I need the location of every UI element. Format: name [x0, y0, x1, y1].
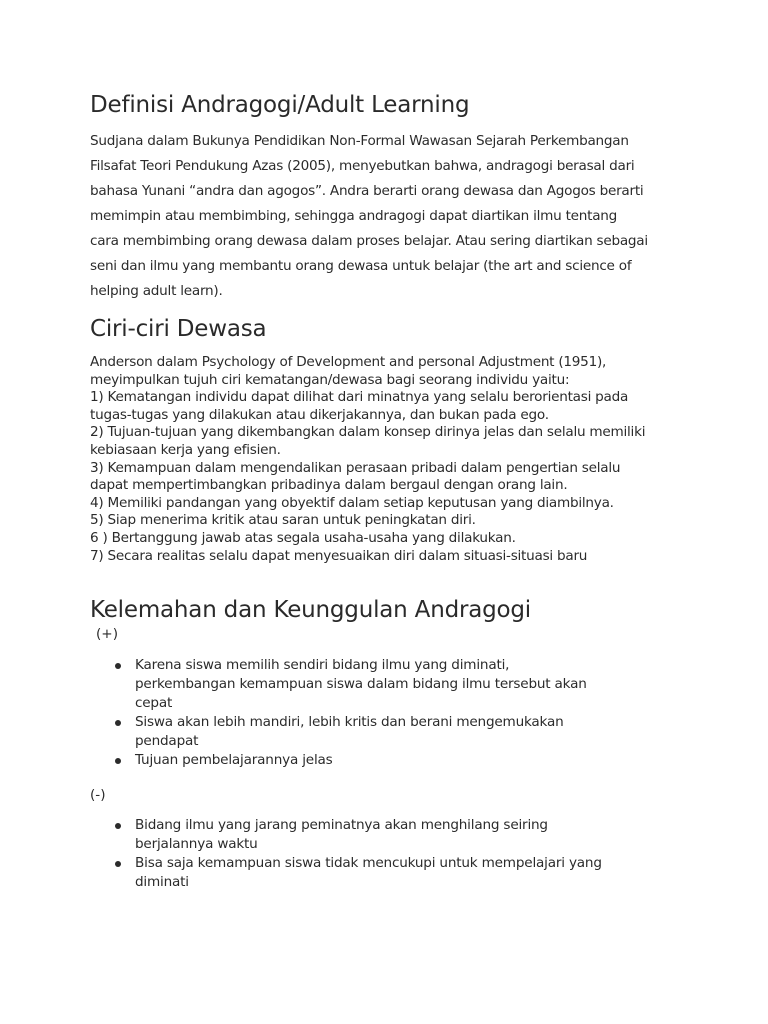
plus-label: (+) — [96, 626, 118, 642]
minus-label: (-) — [90, 787, 106, 803]
heading-kelemahan-keunggulan: Kelemahan dan Keunggulan Andragogi — [90, 597, 531, 623]
bullet-icon — [115, 861, 121, 867]
text-line: Filsafat Teori Pendukung Azas (2005), menyebutkan bahwa, andragogi berasal dari — [90, 158, 635, 174]
text-line: Anderson dalam Psychology of Development and personal Adjustment (1951), — [90, 354, 607, 370]
bullet-icon — [115, 663, 121, 669]
text-line: helping adult learn). — [90, 283, 223, 299]
heading-definisi-andragogi: Definisi Andragogi/Adult Learning — [90, 92, 470, 118]
text-line: 4) Memiliki pandangan yang obyektif dalam setiap keputusan yang diambilnya. — [90, 494, 614, 511]
text-line: Siswa akan lebih mandiri, lebih kritis dan berani mengemukakan — [135, 714, 564, 730]
text-line: meyimpulkan tujuh ciri kematangan/dewasa bagi seorang individu yaitu: — [90, 371, 570, 388]
text-line: Karena siswa memilih sendiri bidang ilmu yang diminati, — [135, 657, 510, 673]
list-item — [114, 656, 674, 713]
list-item — [114, 816, 674, 854]
text-line: Bisa saja kemampuan siswa tidak mencukupi untuk mempelajari yang — [135, 855, 602, 871]
text-line: 1) Kematangan individu dapat dilihat dari minatnya yang selalu berorientasi pada — [90, 389, 629, 406]
heading-ciri-ciri-dewasa: Ciri-ciri Dewasa — [90, 316, 267, 342]
text-line: seni dan ilmu yang membantu orang dewasa untuk belajar (the art and science of — [90, 258, 632, 274]
text-line: tugas-tugas yang dilakukan atau dikerjakannya, dan bukan pada ego. — [90, 406, 549, 423]
paragraph-definisi — [90, 129, 680, 304]
list-item — [114, 854, 674, 892]
list-item — [114, 751, 674, 770]
list-item — [114, 713, 674, 751]
text-line: Bidang ilmu yang jarang peminatnya akan menghilang seiring — [135, 817, 548, 833]
text-line: 3) Kemampuan dalam mengendalikan perasaan pribadi dalam pengertian selalu — [90, 459, 621, 476]
text-line: Sudjana dalam Bukunya Pendidikan Non-Formal Wawasan Sejarah Perkembangan — [90, 133, 629, 149]
text-line: cara membimbing orang dewasa dalam proses belajar. Atau sering diartikan sebagai — [90, 233, 648, 249]
text-line: 2) Tujuan-tujuan yang dikembangkan dalam konsep dirinya jelas dan selalu memiliki — [90, 424, 646, 441]
text-line: kebiasaan kerja yang efisien. — [90, 441, 281, 458]
text-line: dapat mempertimbangkan pribadinya dalam bergaul dengan orang lain. — [90, 477, 568, 494]
text-line: memimpin atau membimbing, sehingga andragogi dapat diartikan ilmu tentang — [90, 208, 618, 224]
advantages-list — [114, 656, 674, 770]
bullet-icon — [115, 758, 121, 764]
paragraph-ciri-ciri — [90, 354, 690, 565]
text-line: 6 ) Bertanggung jawab atas segala usaha-usaha yang dilakukan. — [90, 529, 516, 546]
text-line: pendapat — [135, 733, 199, 749]
text-line: 5) Siap menerima kritik atau saran untuk peningkatan diri. — [90, 512, 476, 529]
disadvantages-list — [114, 816, 674, 892]
text-line: perkembangan kemampuan siswa dalam bidang ilmu tersebut akan — [135, 676, 587, 692]
text-line: berjalannya waktu — [135, 836, 258, 852]
text-line: diminati — [135, 874, 189, 890]
bullet-icon — [115, 823, 121, 829]
text-line: 7) Secara realitas selalu dapat menyesuaikan diri dalam situasi-situasi baru — [90, 547, 588, 564]
text-line: Tujuan pembelajarannya jelas — [135, 752, 333, 768]
text-line: bahasa Yunani “andra dan agogos”. Andra berarti orang dewasa dan Agogos berarti — [90, 183, 644, 199]
bullet-icon — [115, 720, 121, 726]
text-line: cepat — [135, 695, 173, 711]
